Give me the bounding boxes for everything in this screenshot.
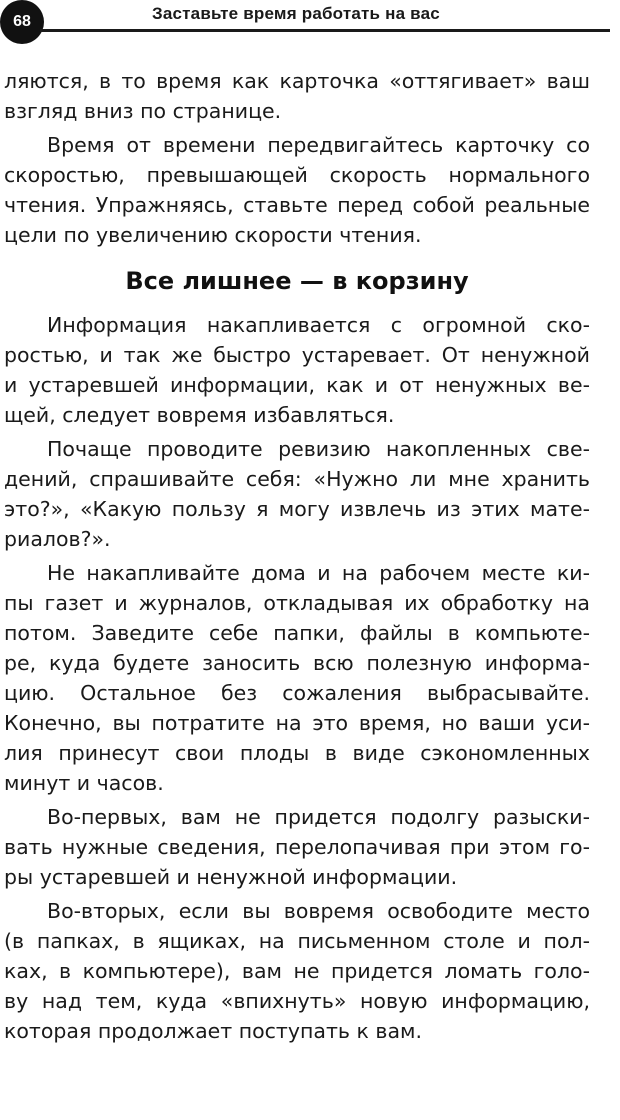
paragraph [4, 130, 590, 250]
section-heading: Все лишнее — в корзину [125, 267, 469, 295]
text-line: взгляд вниз по странице. [4, 99, 282, 123]
text-line: лия принесут свои плоды в виде сэкономленных [4, 741, 590, 765]
running-title: Заставьте время работать на вас [152, 4, 440, 23]
text-line: ву над тем, куда «впихнуть» новую информацию, [4, 989, 590, 1013]
text-line: ляются, в то время как карточка «оттягивает» ваш [4, 69, 590, 93]
header-rule [40, 29, 610, 32]
text-line: Не накапливайте дома и на рабочем месте ки- [47, 561, 590, 585]
paragraph [4, 802, 590, 892]
text-line: ре, куда будете заносить всю полезную информа- [4, 651, 590, 675]
paragraph [4, 310, 590, 430]
text-line: ры устаревшей и ненужной информации. [4, 865, 458, 889]
paragraph [4, 896, 590, 1046]
text-line: (в папках, в ящиках, на письменном столе и пол- [4, 929, 590, 953]
text-line: Время от времени передвигайтесь карточку со [47, 133, 590, 157]
text-line: потом. Заведите себе папки, файлы в компьюте- [4, 621, 590, 645]
paragraphs-before-heading [4, 66, 590, 250]
text-line: щей, следует вовремя избавляться. [4, 403, 395, 427]
text-line: пы газет и журналов, откладывая их обработку на [4, 591, 590, 615]
text-line: вать нужные сведения, перелопачивая при этом го- [4, 835, 590, 859]
paragraph [4, 434, 590, 554]
paragraph [4, 558, 590, 798]
text-line: Конечно, вы потратите на это время, но ваши уси- [4, 711, 590, 735]
paragraphs-after-heading [4, 310, 590, 1046]
page-header [0, 0, 620, 46]
text-line: чтения. Упражняясь, ставьте перед собой реальные [4, 193, 590, 217]
text-line: скоростью, превышающей скорость нормального [4, 163, 590, 187]
paragraph [4, 66, 590, 126]
text-line: риалов?». [4, 527, 111, 551]
text-line: цию. Остальное без сожаления выбрасывайте. [4, 681, 590, 705]
text-line: Информация накапливается с огромной ско- [47, 313, 590, 337]
text-line: Во-вторых, если вы вовремя освободите место [47, 899, 590, 923]
text-line: ростью, и так же быстро устаревает. От ненужной [4, 343, 590, 367]
text-line: ках, в компьютере), вам не придется ломать голо- [4, 959, 590, 983]
text-line: которая продолжает поступать к вам. [4, 1019, 423, 1043]
page-number-badge: 68 [0, 0, 44, 44]
text-line: минут и часов. [4, 771, 164, 795]
text-line: Во-первых, вам не придется подолгу разыски- [47, 805, 590, 829]
text-line: дений, спрашивайте себя: «Нужно ли мне хранить [4, 467, 590, 491]
text-line: цели по увеличению скорости чтения. [4, 223, 422, 247]
text-line: и устаревшей информации, как и от ненужных ве- [4, 373, 590, 397]
page-body [4, 66, 590, 1046]
text-line: это?», «Какую пользу я могу извлечь из этих мате- [4, 497, 590, 521]
text-line: Почаще проводите ревизию накопленных све- [47, 437, 590, 461]
